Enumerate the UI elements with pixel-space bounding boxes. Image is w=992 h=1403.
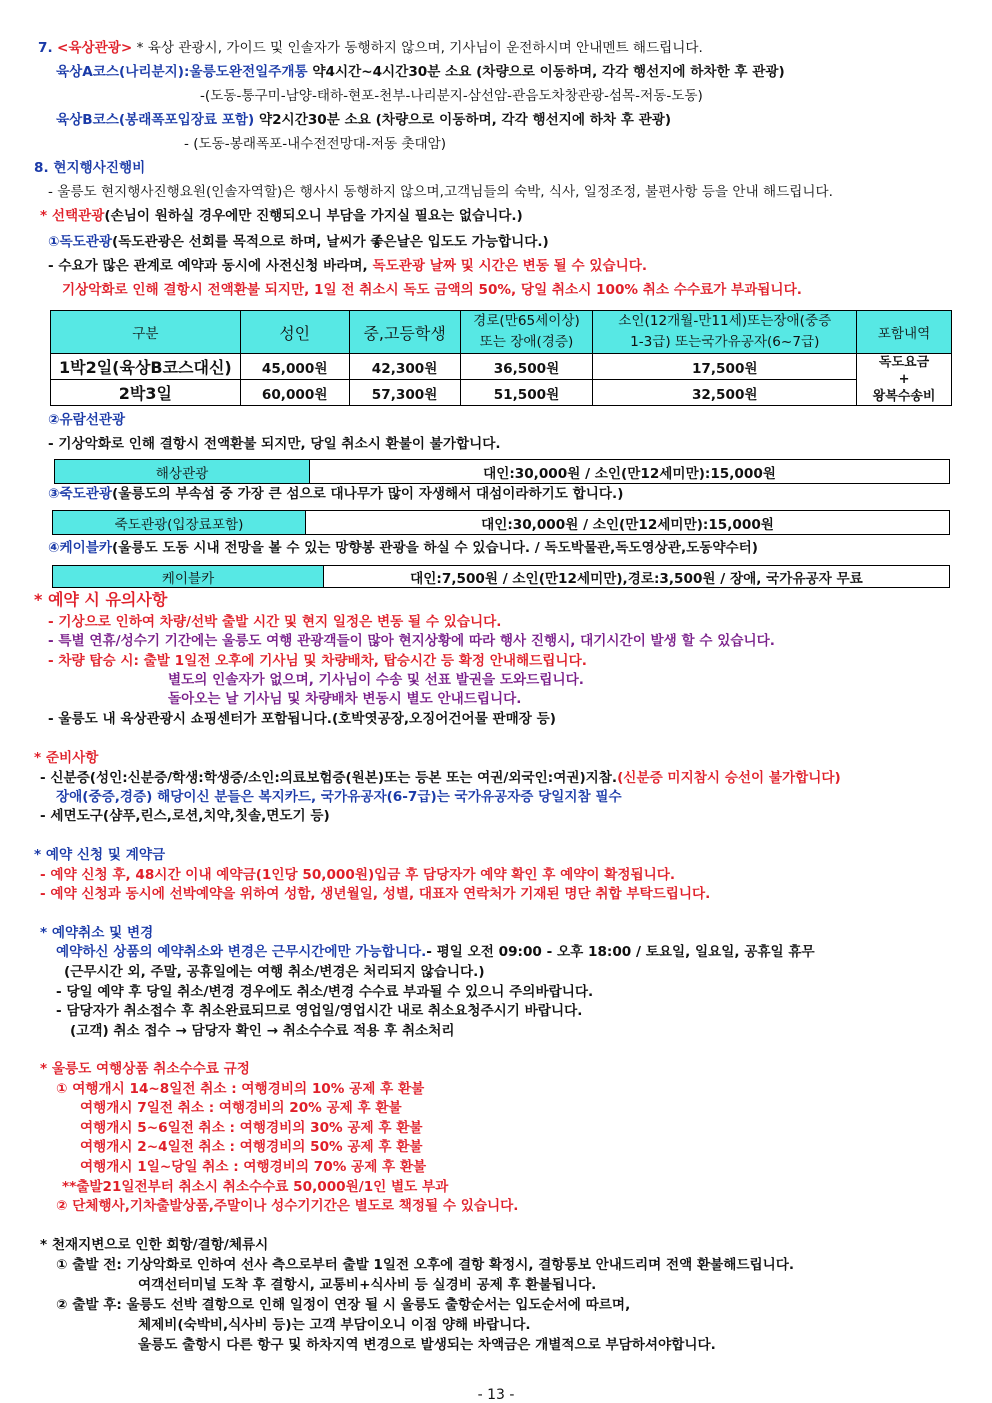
header-child-l2: 1-3급) 또는국가유공자(6~7급) bbox=[630, 334, 820, 350]
cancel-l4: - 담당자가 취소접수 후 취소완료되므로 영업일/영업시간 내로 취소요청주시기 바랍니다. bbox=[56, 1003, 583, 1019]
course-b-route: - (도동-봉래폭포-내수전전망대-저동 촛대암) bbox=[184, 136, 447, 152]
section-7-desc: * 육상 관광시, 가이드 및 인솔자가 동행하지 않으며, 기사님이 운전하시며 안내멘트 해드립니다. bbox=[136, 40, 703, 56]
cruise-price-box bbox=[54, 459, 950, 484]
header-senior-l1: 경로(만65세이상) bbox=[473, 313, 580, 329]
jukdo-price: 대인:30,000원 / 소인(만12세미만):15,000원 bbox=[481, 516, 774, 533]
disaster-l4: 체제비(숙박비,식사비 등)는 고객 부담이오니 이점 양해 바랍니다. bbox=[138, 1317, 531, 1333]
cancel-l5: (고객) 취소 접수 → 담당자 확인 → 취소수수료 적용 후 취소처리 bbox=[70, 1023, 455, 1039]
row2-child: 32,500원 bbox=[593, 380, 857, 406]
caution-l5: 돌아오는 날 기사님 및 차량배차 변동시 별도 안내드립니다. bbox=[168, 691, 522, 707]
caution-l1: - 기상으로 인하여 차량/선박 출발 시간 및 현지 일정은 변동 될 수 있습니다. bbox=[48, 614, 502, 630]
dokdo-note-b: 독도관광 날짜 및 시간은 변동 될 수 있습니다. bbox=[372, 258, 648, 274]
cable-price-box bbox=[52, 565, 950, 588]
cruise-note: - 기상악화로 인해 결항시 전액환불 되지만, 당일 취소시 환불이 불가합니다. bbox=[48, 436, 501, 452]
prep-l1a: - 신분증(성인:신분증/학생:학생증/소인:의료보험증(원본)또는 등본 또는 여권/외국인:여권)지참. bbox=[40, 770, 618, 786]
caution-title: * 예약 시 유의사항 bbox=[34, 590, 168, 609]
prep-l2: 장애(중증,경증) 해당이신 분들은 복지카드, 국가유공자(6-7급)는 국가유공자증 당일지참 필수 bbox=[56, 789, 622, 805]
prep-title: * 준비사항 bbox=[34, 750, 99, 766]
header-child bbox=[593, 311, 857, 354]
disaster-title: * 천재지변으로 인한 회항/결항/체류시 bbox=[40, 1237, 269, 1253]
cancel-l1a: 예약하신 상품의 예약취소와 변경은 근무시간에만 가능합니다. bbox=[56, 944, 427, 960]
header-includes: 포함내역 bbox=[857, 311, 952, 354]
dokdo-price-table bbox=[50, 310, 952, 406]
header-category: 구분 bbox=[51, 311, 241, 354]
booking-title: * 예약 신청 및 계약금 bbox=[34, 847, 166, 863]
dokdo-desc: (독도관광은 선회를 목적으로 하며, 날씨가 좋은날은 입도도 가능합니다.) bbox=[112, 234, 549, 250]
disaster-l2: 여객선터미널 도착 후 결항시, 교통비+식사비 등 실경비 공제 후 환불됩니다. bbox=[138, 1277, 597, 1293]
header-adult: 성인 bbox=[240, 311, 349, 354]
cruise-label: 해상관광 bbox=[55, 460, 310, 483]
course-a-name: 육상A코스(나리분지):울릉도완전일주개통 bbox=[56, 64, 308, 80]
fees-l3: 여행개시 5~6일전 취소 : 여행경비의 30% 공제 후 환불 bbox=[80, 1120, 423, 1136]
cancel-l2: (근무시간 외, 주말, 공휴일에는 여행 취소/변경은 처리되지 않습니다.) bbox=[64, 964, 485, 980]
fees-l7: ② 단체행사,기차출발상품,주말이나 성수기기간은 별도로 책정될 수 있습니다. bbox=[56, 1198, 519, 1214]
booking-l2: - 예약 신청과 동시에 선박예약을 위하여 성함, 생년월일, 성별, 대표자 연락처가 기재된 명단 취합 부탁드립니다. bbox=[40, 886, 711, 902]
header-child-l1: 소인(12개월-만11세)또는장애(중증 bbox=[618, 313, 832, 329]
course-b-line bbox=[56, 111, 671, 130]
prep-l1b: (신분증 미지참시 승선이 불가합니다) bbox=[617, 770, 841, 786]
includes-l1: 독도요금 bbox=[878, 355, 930, 370]
jukdo-label: 죽도관광(입장료포함) bbox=[53, 511, 306, 534]
fees-l5: 여행개시 1일~당일 취소 : 여행경비의 70% 공제 후 환불 bbox=[80, 1159, 427, 1175]
dokdo-note-a: - 수요가 많은 관계로 예약과 동시에 사전신청 바라며, bbox=[48, 258, 373, 274]
fees-l1: ① 여행개시 14~8일전 취소 : 여행경비의 10% 공제 후 환불 bbox=[56, 1081, 425, 1097]
table-row bbox=[51, 354, 952, 380]
header-senior bbox=[460, 311, 593, 354]
course-b-time: 약2시간30분 소요 (차량으로 이동하며, 각각 행선지에 하차 후 관광) bbox=[254, 112, 672, 128]
dokdo-note-line bbox=[48, 257, 647, 276]
fees-l6: **출발21일전부터 취소시 취소수수료 50,000원/1인 별도 부과 bbox=[62, 1179, 449, 1195]
course-a-time: 약4시간~4시간30분 소요 (차량으로 이동하며, 각각 행선지에 하차한 후 관광) bbox=[307, 64, 785, 80]
fees-l4: 여행개시 2~4일전 취소 : 여행경비의 50% 공제 후 환불 bbox=[80, 1139, 423, 1155]
row2-senior: 51,500원 bbox=[460, 380, 593, 406]
jukdo-desc: (울릉도의 부속섬 중 가장 큰 섬으로 대나무가 많이 자생해서 대섬이라하기도 합니다.) bbox=[112, 486, 624, 502]
cancel-l3: - 당일 예약 후 당일 취소/변경 경우에도 취소/변경 수수료 부과될 수 있으니 주의바랍니다. bbox=[56, 984, 594, 1000]
prep-l1 bbox=[40, 769, 841, 788]
row2-student: 57,300원 bbox=[349, 380, 460, 406]
table-row bbox=[51, 380, 952, 406]
disaster-l3: ② 출발 후: 울릉도 선박 결항으로 인해 일정이 연장 될 시 울릉도 출항순서는 입도순서에 따르며, bbox=[56, 1297, 631, 1313]
dokdo-refund-note: 기상악화로 인해 결항시 전액환불 되지만, 1일 전 취소시 독도 금액의 50%, 당일 취소시 100% 취소 수수료가 부과됩니다. bbox=[62, 282, 802, 298]
disaster-l1: ① 출발 전: 기상악화로 인하여 선사 측으로부터 출발 1일전 오후에 결항 확정시, 결항통보 안내드리며 전액 환불해드립니다. bbox=[56, 1257, 795, 1273]
cable-desc: (울릉도 도동 시내 전망을 볼 수 있는 망향봉 관광을 하실 수 있습니다. / 독도박물관,독도영상관,도동약수터) bbox=[112, 540, 758, 556]
caution-l3: - 차량 탑승 시: 출발 1일전 오후에 기사님 및 차량배차, 탑승시간 등 확정 안내해드립니다. bbox=[48, 653, 587, 669]
includes-l2: + bbox=[898, 372, 910, 387]
booking-l1: - 예약 신청 후, 48시간 이내 예약금(1인당 50,000원)입금 후 담당자가 예약 확인 후 예약이 확정됩니다. bbox=[40, 867, 676, 883]
includes-cell bbox=[857, 354, 952, 406]
optional-tour-label: * 선택관광 bbox=[40, 208, 105, 224]
row1-student: 42,300원 bbox=[349, 354, 460, 380]
section-7-line bbox=[38, 39, 703, 58]
course-b-name: 육상B코스(봉래폭포입장료 포함) bbox=[56, 112, 255, 128]
prep-l3: - 세면도구(샴푸,린스,로션,치약,칫솔,면도기 등) bbox=[40, 808, 330, 824]
header-senior-l2: 또는 장애(경증) bbox=[479, 334, 574, 350]
cable-title: ④케이블카 bbox=[48, 540, 113, 556]
includes-l3: 왕복수송비 bbox=[872, 389, 936, 404]
row1-senior: 36,500원 bbox=[460, 354, 593, 380]
row1-adult: 45,000원 bbox=[240, 354, 349, 380]
cancel-l1b: - 평일 오전 09:00 - 오후 18:00 / 토요일, 일요일, 공휴일 휴무 bbox=[426, 944, 815, 960]
jukdo-line bbox=[48, 485, 623, 504]
cancel-title: * 예약취소 및 변경 bbox=[40, 925, 154, 941]
row2-adult: 60,000원 bbox=[240, 380, 349, 406]
caution-l2: - 특별 연휴/성수기 기간에는 울릉도 여행 관광객들이 많아 현지상황에 따라 행사 진행시, 대기시간이 발생 할 수 있습니다. bbox=[48, 633, 775, 649]
course-a-route: -(도동-통구미-남양-태하-현포-천부-나리분지-삼선암-관음도차창관광-섬목-저동-도동) bbox=[200, 88, 703, 104]
page-number: - 13 - bbox=[477, 1387, 515, 1403]
cruise-price: 대인:30,000원 / 소인(만12세미만):15,000원 bbox=[483, 465, 776, 482]
header-student: 중,고등학생 bbox=[349, 311, 460, 354]
row1-child: 17,500원 bbox=[593, 354, 857, 380]
row2-category: 2박3일 bbox=[51, 380, 241, 406]
course-a-line bbox=[56, 63, 785, 82]
table-header-row bbox=[51, 311, 952, 354]
dokdo-line bbox=[48, 233, 549, 252]
jukdo-price-box bbox=[52, 510, 950, 535]
fees-l2: 여행개시 7일전 취소 : 여행경비의 20% 공제 후 환불 bbox=[80, 1100, 402, 1116]
caution-l4: 별도의 인솔자가 없으며, 기사님이 수송 및 선표 발권을 도와드립니다. bbox=[168, 672, 584, 688]
caution-l6: - 울릉도 내 육상관광시 쇼핑센터가 포함됩니다.(호박엿공장,오징어건어물 판매장 등) bbox=[48, 711, 556, 727]
cancel-l1 bbox=[56, 943, 815, 962]
cruise-title: ②유람선관광 bbox=[48, 412, 126, 428]
section-8-title: 8. 현지행사진행비 bbox=[34, 160, 146, 176]
cable-price: 대인:7,500원 / 소인(만12세미만),경로:3,500원 / 장애, 국가유공자 무료 bbox=[410, 570, 863, 587]
dokdo-title: ①독도관광 bbox=[48, 234, 113, 250]
fees-title: * 울릉도 여행상품 취소수수료 규정 bbox=[40, 1061, 250, 1077]
optional-tour-line bbox=[40, 207, 523, 226]
cable-label: 케이블카 bbox=[53, 566, 324, 587]
section-7-title: <육상관광> bbox=[56, 40, 133, 56]
row1-category: 1박2일(육상B코스대신) bbox=[51, 354, 241, 380]
section-8-line1: - 울릉도 현지행사진행요원(인솔자역할)은 행사시 동행하지 않으며,고객님들의 숙박, 식사, 일정조정, 불편사항 등을 안내 해드립니다. bbox=[48, 184, 833, 200]
cable-line bbox=[48, 539, 758, 558]
optional-tour-note: (손님이 원하실 경우에만 진행되오니 부담을 가지실 필요는 없습니다.) bbox=[104, 208, 523, 224]
jukdo-title: ③죽도관광 bbox=[48, 486, 113, 502]
section-7-number: 7. bbox=[38, 40, 53, 56]
disaster-l5: 울릉도 출항시 다른 항구 및 하차지역 변경으로 발생되는 차액금은 개별적으로 부담하셔야합니다. bbox=[138, 1337, 716, 1353]
